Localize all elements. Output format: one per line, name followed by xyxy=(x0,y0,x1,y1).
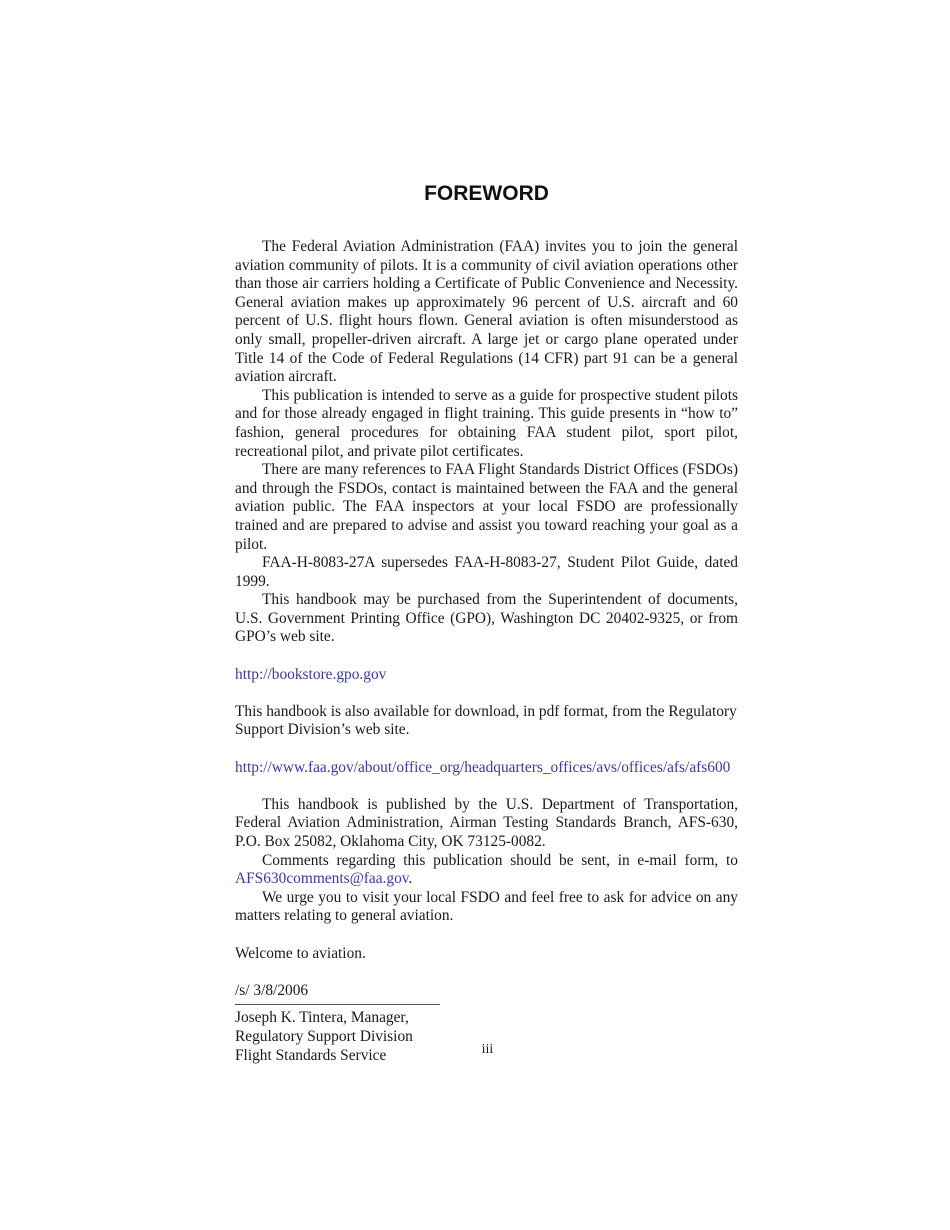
comments-text: Comments regarding this publication should be sent, in e-mail form, to xyxy=(262,851,738,869)
foreword-page xyxy=(235,180,738,1065)
paragraph-purpose: This publication is intended to serve as a guide for prospective student pilots and for those already engaged in flight training. This guide presents in “how to” fashion, general procedures for obtaining FAA student pilot, sport pilot, recreational pilot, and private pilot certificates. xyxy=(235,386,738,460)
spacer xyxy=(235,740,738,759)
spacer xyxy=(235,926,738,945)
spacer xyxy=(235,777,738,796)
spacer xyxy=(235,647,738,666)
page-number: iii xyxy=(481,1042,494,1057)
paragraph-intro: The Federal Aviation Administration (FAA) invites you to join the general aviation community of pilots. It is a community of civil aviation operations other than those air carriers holding a Certificate of Public Convenience and Necessity. General aviation makes up approximately 96 percent of U.S. aircraft and 60 percent of U.S. flight hours flown. General aviation is often misunderstood as only small, propeller-driven aircraft. A large jet or cargo plane operated under Title 14 of the Code of Federal Regulations (14 CFR) part 91 can be a general aviation aircraft. xyxy=(235,238,738,386)
signer-service: Flight Standards Service xyxy=(235,1046,387,1064)
spacer xyxy=(235,963,738,982)
comments-period: . xyxy=(408,870,413,888)
gpo-link-line xyxy=(235,666,738,685)
paragraph-fsdo: There are many references to FAA Flight Standards District Offices (FSDOs) and through the FSDOs, contact is maintained between the FAA and the general aviation public. The FAA inspectors at your local FSDO are professionally trained and are prepared to advise and assist you toward reaching your goal as a pilot. xyxy=(235,461,738,553)
paragraph-publisher: This handbook is published by the U.S. Department of Transportation, Federal Aviation Administration, Airman Testing Standards Branch, AFS-630, P.O. Box 25082, Oklahoma City, OK 73125-0082. xyxy=(235,795,738,850)
signer-name: Joseph K. Tintera, Manager, xyxy=(235,1009,409,1027)
welcome-line: Welcome to aviation. xyxy=(235,944,366,962)
page-title: FOREWORD xyxy=(424,182,549,205)
paragraph-supersedes: FAA-H-8083-27A supersedes FAA-H-8083-27, Student Pilot Guide, dated 1999. xyxy=(235,554,738,590)
page-number-footer xyxy=(0,1042,950,1058)
paragraph-visit-fsdo: We urge you to visit your local FSDO and feel free to ask for advice on any matters relating to general aviation. xyxy=(235,888,738,925)
faa-link-line xyxy=(235,759,738,778)
signature-line xyxy=(235,1004,440,1005)
comments-email-link[interactable]: AFS630comments@faa.gov xyxy=(235,870,409,888)
gpo-bookstore-link[interactable]: http://bookstore.gpo.gov xyxy=(235,665,387,683)
faa-afs600-link[interactable]: http://www.faa.gov/about/office_org/headquarters_offices/avs/offices/afs/afs600 xyxy=(235,758,731,776)
foreword-body xyxy=(235,238,738,1065)
paragraph-comments xyxy=(235,852,738,889)
paragraph-purchase: This handbook may be purchased from the Superintendent of documents, U.S. Government Printing Office (GPO), Washington DC 20402-9325, or from GPO’s web site. xyxy=(235,591,738,646)
signature-date: /s/ 3/8/2006 xyxy=(235,981,309,999)
spacer xyxy=(235,684,738,703)
signer-division: Regulatory Support Division xyxy=(235,1027,413,1045)
paragraph-download: This handbook is also available for download, in pdf format, from the Regulatory Support Division’s web site. xyxy=(235,702,737,739)
